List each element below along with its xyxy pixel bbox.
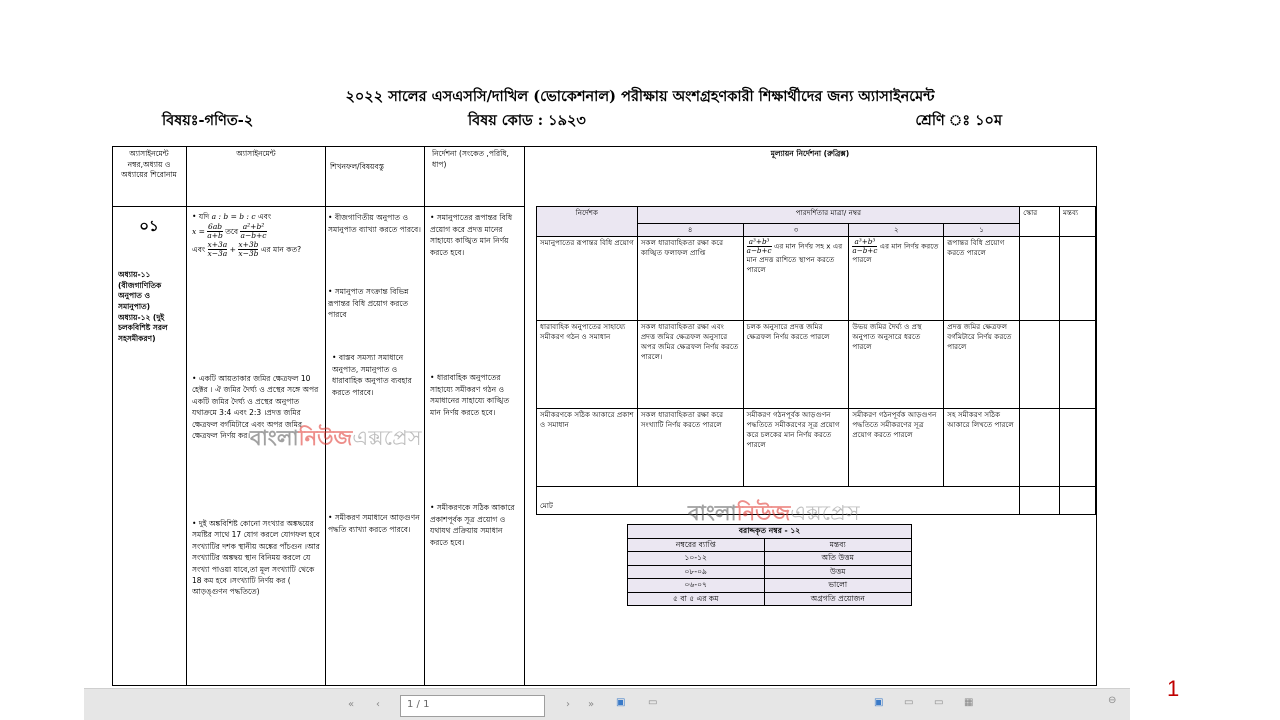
rubric-criterion: সমানুপাতের রূপান্তর বিধি প্রয়োগ (537, 237, 638, 321)
instruction-1-text: সমানুপাতের রূপান্তর বিধি প্রয়োগ করে প্রদত্ত মানের সাহায্যে কাঙ্খিত মান নির্ণয় করতে হবে। (430, 213, 513, 257)
q1-plus: + (229, 244, 236, 254)
grade-row (628, 552, 912, 566)
book-view-icon[interactable]: ▭ (934, 697, 944, 708)
two-page-view-icon[interactable]: ▭ (904, 697, 914, 708)
q1-and: এবং (257, 212, 272, 221)
rubric-frac-den: a−b+c (746, 246, 772, 255)
q1-prefix: যদি (198, 212, 210, 221)
assignment-number: ০১ (139, 217, 159, 235)
prev-page-icon[interactable]: ‹ (376, 699, 380, 710)
grade-col-range: নম্বরের ব্যাপ্তি (628, 538, 765, 552)
instruction-2-text: ধারাবাহিক অনুপাতের সাহায্যে সমীকরণ গঠন ও সমাধানের সাহায্যে কাঙ্খিত মান নির্ণয় করতে হবে। (430, 373, 510, 417)
watermark-part1: বাংলা (688, 501, 737, 525)
q1-frac4-den: x−3b (238, 248, 259, 258)
rubric-score-cell (1020, 321, 1060, 409)
instruction-2: • ধারাবাহিক অনুপাতের সাহায্যে সমীকরণ গঠন ও সমাধানের সাহায্যে কাঙ্খিত মান নির্ণয় করতে হবে। (430, 373, 510, 417)
question-1: • যদি a : b = b : c এবং x = $\frac{6ab}{a+b}$ তবে $\frac{\text{a²+b²}}{a-b+c}$ এবং $\frac{x+3a}{x-3a}$ + $\frac{x+3b}{x-3b}$ এর মান কত? (192, 212, 302, 258)
grade-range: ০৮-০৯ (628, 565, 765, 579)
q1-frac2 (240, 223, 266, 241)
grade-remark: ভালো (764, 579, 912, 593)
instruction-3-text: সমীকরণকে সঠিক আকারে প্রকাশপূর্বক সূত্র প্রয়োগ ও যথাযথ প্রক্রিয়ায় সমাধান করতে হবে। (430, 503, 515, 547)
rubric-level-2: ২ (849, 224, 944, 237)
rubric-cell-4: সকল ধারাবাহিকতা রক্ষা করে কাঙ্খিত ফলাফল প্রাপ্তি (637, 237, 743, 321)
column-divider (524, 146, 525, 686)
rubric-frac-num: a³+b³ (747, 238, 772, 247)
q1-then: তবে (225, 226, 239, 236)
q1-frac4-num: x+3b (238, 239, 259, 249)
page-number-input[interactable]: 1 / 1 (400, 695, 545, 717)
watermark-part1: বাংলা (250, 426, 299, 450)
q1-frac3-num: x+3a (207, 239, 228, 249)
grade-col-remark: মন্তব্য (764, 538, 912, 552)
grade-range: ৫ বা ৫ এর কম (628, 592, 765, 606)
rubric-total-score (1020, 487, 1060, 515)
q1-frac1 (207, 223, 223, 241)
rubric-score-header: স্কোর (1020, 207, 1060, 237)
rubric-cell-1: সহ সমীকরণ সঠিক আকারে লিখতে পারলে (944, 409, 1020, 487)
rubric-remark-cell (1060, 409, 1096, 487)
rubric-total-label: মোট (537, 487, 1020, 515)
rubric-level-1: ১ (944, 224, 1020, 237)
header-assignment: অ্যাসাইনমেন্ট (236, 149, 276, 158)
rubric-cell-4: সকল ধারাবাহিকতা রক্ষা এবং প্রদত্ত জমির ক্ষেত্রফল অনুসারে অপর জমির ক্ষেত্রফল নির্ণয় করতে পারলে। (637, 321, 743, 409)
class-label: শ্রেণি ঃ ১০ম (915, 112, 1002, 129)
q1-frac2-num: a²+b² (240, 223, 266, 232)
document-title: ২০২২ সালের এসএসসি/দাখিল (ভোকেশনাল) পরীক্ষায় অংশগ্রহণকারী শিক্ষার্থীদের জন্য অ্যাসাইনমেন্ট (345, 88, 935, 105)
q1-frac4 (238, 241, 258, 259)
zoom-out-icon[interactable]: ⊖ (1108, 695, 1117, 706)
grade-row (628, 565, 912, 579)
rubric-cell-2: উভয় জমির দৈর্ঘ্য ও প্রস্থ অনুপাত অনুসারে ধরতে পারলে (849, 321, 944, 409)
rubric-criterion: সমীকরণকে সঠিক আকারে প্রকাশ ও সমাধান (537, 409, 638, 487)
question-3-text: দুই অঙ্কবিশিষ্ট কোনো সংখ্যার অঙ্কদ্বয়ের সমষ্টির সাথে 17 যোগ করলে যোগফল হবে সংখ্যাটির দশক স্থানীয় অঙ্কের পাঁচগুন ।আর সংখ্যাটির অঙ্কদ্বয় স্থান বিনিময় করলে যে সংখ্যা পাওয়া যাবে,তা মূল সংখ্যাটি থেকে 18 কম হবে ।সংখ্যাটি নির্ণয় কর ( আড়ঙ্গুণন পদ্ধতিতে) (192, 519, 320, 597)
rubric-total-remark (1060, 487, 1096, 515)
rubric-frac-den: a−b+c (852, 246, 878, 255)
next-page-icon[interactable]: › (566, 699, 570, 710)
question-3: • দুই অঙ্কবিশিষ্ট কোনো সংখ্যার অঙ্কদ্বয়ের সমষ্টির সাথে 17 যোগ করলে যোগফল হবে সংখ্যাটির দশক স্থানীয় অঙ্কের পাঁচগুন ।আর সংখ্যাটির অঙ্কদ্বয় স্থান বিনিময় করলে যে সংখ্যা পাওয়া যাবে,তা মূল সংখ্যাটি থেকে 18 কম হবে ।সংখ্যাটি নির্ণয় কর ( আড়ঙ্গুণন পদ্ধতিতে) (192, 519, 320, 597)
q1-frac3-den: x−3a (207, 248, 228, 258)
rubric-cell-3: চলক অনুসারে প্রদত্ত জমির ক্ষেত্রফল নির্ণয় করতে পারলে (743, 321, 849, 409)
instruction-1: • সমানুপাতের রূপান্তর বিধি প্রয়োগ করে প্রদত্ত মানের সাহায্যে কাঙ্খিত মান নির্ণয় করতে হবে। (430, 213, 513, 257)
rubric-remark-cell (1060, 321, 1096, 409)
outcome-3-text: বাস্তব সমস্যা সমাধানে অনুপাত, সমানুপাত ও ধারাবাহিক অনুপাত ব্যবহার করতে পারবে। (332, 353, 412, 397)
rubric-cell-1: রূপান্তর বিধি প্রয়োগ করতে পারলে (944, 237, 1020, 321)
header-divider (112, 206, 525, 207)
watermark-part2: নিউজ (736, 501, 791, 525)
single-page-view-icon[interactable]: ▣ (874, 697, 884, 708)
grade-range: ০৬-০৭ (628, 579, 765, 593)
rubric-cell-3: সমীকরণ গঠনপূর্বক আড়গুণন পদ্ধতিতে সমীকরণের সূত্র প্রয়োগ করে চলকের মান নির্ণয় করতে পারলে (743, 409, 849, 487)
first-page-icon[interactable]: « (348, 699, 355, 710)
column-divider (325, 146, 326, 686)
grade-caption: বরাদ্দকৃত নম্বর - ১২ (628, 525, 912, 539)
q1-and2: এবং (192, 244, 206, 254)
layout-icon[interactable]: ▭ (648, 697, 658, 708)
grade-row (628, 592, 912, 606)
rubric-row (537, 409, 1096, 487)
rubric-level-3: ৩ (743, 224, 849, 237)
rubric-score-cell (1020, 409, 1060, 487)
rubric-cell-1: প্রদত্ত জমির ক্ষেত্রফল বর্গমিটারে নির্ণয় করতে পারলে (944, 321, 1020, 409)
grade-row (628, 579, 912, 593)
rubric-level-4: ৪ (637, 224, 743, 237)
rubric-cell-2: সমীকরণ গঠনপূর্বক আড়গুণন পদ্ধতিতে সমীকরণের সূত্র প্রয়োগ করতে পারলে (849, 409, 944, 487)
subject-row (162, 110, 1002, 132)
q1-x: x = (192, 226, 205, 236)
column-divider (424, 146, 425, 686)
header-instructions: নির্দেশনা (সংকেত ,পরিধি, ধাপ) (432, 149, 509, 169)
rubric-row (537, 237, 1096, 321)
grid-view-icon[interactable]: ▦ (964, 697, 974, 708)
outcome-4: • সমীকরণ সমাধানে আড়গুণন পদ্ধতি ব্যাখ্যা করতে পারবে। (328, 513, 420, 534)
watermark-logo (688, 497, 860, 532)
rubric-frac-num: a³+b³ (852, 238, 877, 247)
slide-number: 1 (1167, 676, 1180, 701)
header-rubric: মূল্যায়ন নির্দেশনা (রুব্রিক্স) (770, 149, 850, 158)
q1-tail: এর মান কত? (260, 244, 302, 254)
q1-frac1-den: a+b (207, 231, 223, 241)
watermark-part2: নিউজ (298, 426, 353, 450)
rubric-frac (852, 238, 877, 255)
grade-table (627, 524, 912, 606)
grade-remark: অগ্রগতি প্রয়োজন (764, 592, 912, 606)
q1-frac3 (208, 241, 228, 259)
rubric-remark-header: মন্তব্য (1060, 207, 1096, 237)
grade-remark: অতি উত্তম (764, 552, 912, 566)
rubric-remark-cell (1060, 237, 1096, 321)
subject-code: বিষয় কোড : ১৯২৩ (468, 112, 586, 129)
q1-frac2-den: a−b+c (240, 231, 267, 241)
instruction-3: • সমীকরণকে সঠিক আকারে প্রকাশপূর্বক সূত্র প্রয়োগ ও যথাযথ প্রক্রিয়ায় সমাধান করতে হবে। (430, 503, 515, 547)
question-2: • একটি আয়তাকার জমির ক্ষেত্রফল 10 হেক্টর । ঐ জমির দৈর্ঘ্য ও প্রস্থের সঙ্গে অপর একটি জমির দৈর্ঘ্য ও প্রস্থের অনুপাত যথাক্রমে 3:4 এবং 2:3 ।প্রদত্ত জমির ক্ষেত্রফল বর্গমিটারে এবং অপর জমির ক্ষেত্রফল নির্ণয় কর। (192, 374, 319, 440)
column-divider (186, 146, 187, 686)
header-outcomes: শিখনফল/বিষয়বস্তু (330, 162, 385, 171)
fit-page-icon[interactable]: ▣ (616, 697, 626, 708)
rubric-cell-3 (743, 237, 849, 321)
watermark-part3: এক্সপ্রেস (790, 501, 860, 525)
rubric-row (537, 321, 1096, 409)
rubric-cell-2-text: এর মান নির্ণয় করতে পারলে (852, 241, 939, 264)
rubric-cell-3-text: এর মান নির্ণয় সহ x এর মান প্রদত্ত রাশিতে স্থাপন করতে পারলে (746, 241, 843, 274)
grade-remark: উত্তম (764, 565, 912, 579)
rubric-criterion-header: নির্দেশক (537, 207, 638, 237)
rubric-level-header: পারদর্শিতার মাত্রা/ নম্বর (637, 207, 1019, 224)
rubric-score-cell (1020, 237, 1060, 321)
outcome-2: • সমানুপাত সংক্রান্ত বিভিন্ন রূপান্তর বিধি প্রয়োগ করতে পারবে (328, 287, 409, 320)
outcome-2-text: সমানুপাত সংক্রান্ত বিভিন্ন রূপান্তর বিধি প্রয়োগ করতে পারবে (328, 287, 409, 320)
watermark-logo (250, 422, 422, 457)
subject-label: বিষয়ঃ-গণিত-২ (162, 112, 254, 129)
outcome-1: • বীজগাণিতীয় অনুপাত ও সমানুপাত ব্যাখ্যা করতে পারবে। (328, 213, 421, 234)
header-assignment-number: অ্যাসাইনমেন্ট নম্বর,অধ্যায় ও অধ্যায়ের শিরোনাম (121, 149, 177, 180)
last-page-icon[interactable]: » (588, 699, 595, 710)
outcome-3: • বাস্তব সমস্যা সমাধানে অনুপাত, সমানুপাত ও ধারাবাহিক অনুপাত ব্যবহার করতে পারবে। (332, 353, 412, 397)
rubric-criterion: ধারাবাহিক অনুপাতের সাহায্যে সমীকরণ গঠন ও সমাধান (537, 321, 638, 409)
grade-range: ১০-১২ (628, 552, 765, 566)
question-2-text: একটি আয়তাকার জমির ক্ষেত্রফল 10 হেক্টর । ঐ জমির দৈর্ঘ্য ও প্রস্থের সঙ্গে অপর একটি জমির দৈর্ঘ্য ও প্রস্থের অনুপাত যথাক্রমে 3:4 এবং 2:3 ।প্রদত্ত জমির ক্ষেত্রফল বর্গমিটারে এবং অপর জমির ক্ষেত্রফল নির্ণয় কর। (192, 374, 319, 440)
q1-condition: a : b = b : c (211, 212, 256, 221)
watermark-part3: এক্সপ্রেস (352, 426, 422, 450)
q1-frac1-num: 6ab (208, 222, 223, 231)
outcome-1-text: বীজগাণিতীয় অনুপাত ও সমানুপাত ব্যাখ্যা করতে পারবে। (328, 213, 421, 234)
rubric-frac (747, 238, 772, 255)
rubric-cell-4: সকল ধারাবাহিকতা রক্ষা করে সংখ্যাটি নির্ণয় করতে পারলে (637, 409, 743, 487)
chapter-titles: অধ্যায়-১১ (বীজগাণিতিক অনুপাত ও সমানুপাত) অধ্যায়-১২ (দুই চলকবিশিষ্ট সরল সহসমীকরণ) (118, 270, 168, 343)
rubric-cell-2 (849, 237, 944, 321)
rubric-table (536, 206, 1096, 515)
outcome-4-text: সমীকরণ সমাধানে আড়গুণন পদ্ধতি ব্যাখ্যা করতে পারবে। (328, 513, 420, 534)
